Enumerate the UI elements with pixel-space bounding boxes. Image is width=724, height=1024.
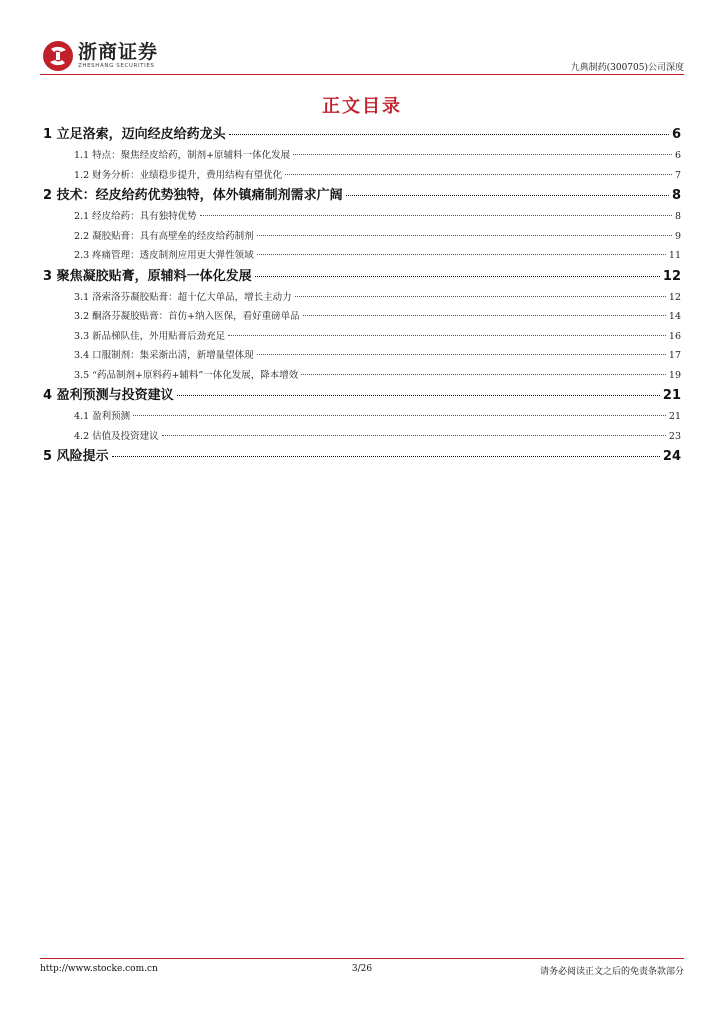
toc-entry-label: 2.3 疼痛管理：透皮制剂应用更大弹性领域 bbox=[74, 250, 254, 261]
footer-website-link[interactable]: http://www.stocke.com.cn bbox=[40, 964, 158, 974]
toc-chapter-entry[interactable] bbox=[43, 124, 681, 146]
logo-english-name: ZHESHANG SECURITIES bbox=[78, 63, 155, 69]
toc-dot-leader bbox=[200, 215, 672, 216]
table-of-contents bbox=[43, 124, 681, 468]
toc-dot-leader bbox=[285, 174, 672, 175]
toc-section-entry[interactable] bbox=[43, 346, 681, 366]
toc-entry-page: 16 bbox=[668, 330, 681, 342]
toc-entry-page: 19 bbox=[668, 369, 681, 381]
toc-entry-label: 4.1 盈利预测 bbox=[74, 411, 131, 422]
toc-entry-page: 7 bbox=[674, 169, 681, 181]
toc-dot-leader bbox=[301, 374, 666, 375]
toc-entry-page: 21 bbox=[668, 411, 681, 422]
toc-chapter-entry[interactable] bbox=[43, 446, 681, 468]
toc-section-entry[interactable] bbox=[43, 327, 681, 347]
toc-entry-label: 2.2 凝胶贴膏：具有高壁垒的经皮给药制剂 bbox=[74, 230, 254, 242]
toc-entry-label: 5 风险提示 bbox=[43, 449, 109, 464]
toc-entry-label: 1.2 财务分析：业绩稳步提升，费用结构有望优化 bbox=[74, 169, 283, 181]
toc-section-entry[interactable] bbox=[43, 246, 681, 266]
toc-entry-page: 21 bbox=[662, 388, 681, 403]
toc-entry-label: 4 盈利预测与投资建议 bbox=[43, 388, 174, 403]
toc-dot-leader bbox=[295, 296, 666, 297]
toc-section-entry[interactable] bbox=[43, 307, 681, 327]
footer-divider bbox=[40, 958, 684, 959]
toc-section-entry[interactable] bbox=[43, 227, 681, 247]
document-title: 九典制药(300705)公司深度 bbox=[570, 63, 684, 73]
toc-section-entry[interactable] bbox=[43, 407, 681, 427]
toc-entry-page: 8 bbox=[671, 188, 681, 203]
toc-section-entry[interactable] bbox=[43, 427, 681, 447]
toc-entry-page: 12 bbox=[668, 291, 681, 303]
header-divider bbox=[40, 74, 684, 75]
toc-entry-page: 17 bbox=[668, 350, 681, 361]
toc-section-entry[interactable] bbox=[43, 288, 681, 308]
toc-chapter-entry[interactable] bbox=[43, 385, 681, 407]
toc-chapter-entry[interactable] bbox=[43, 185, 681, 207]
toc-entry-label: 3.1 洛索洛芬凝胶贴膏：超十亿大单品，增长主动力 bbox=[74, 291, 292, 303]
toc-entry-label: 1 立足洛索，迈向经皮给药龙头 bbox=[43, 127, 226, 142]
toc-entry-label: 3.2 酮洛芬凝胶贴膏：首仿+纳入医保，看好重磅单品 bbox=[74, 311, 300, 322]
logo-mark-icon bbox=[42, 40, 74, 72]
toc-dot-leader bbox=[303, 315, 666, 316]
toc-dot-leader bbox=[133, 415, 666, 416]
toc-dot-leader bbox=[293, 154, 672, 155]
toc-entry-page: 6 bbox=[674, 150, 681, 161]
toc-dot-leader bbox=[229, 134, 669, 135]
toc-dot-leader bbox=[228, 335, 666, 336]
page-header bbox=[40, 38, 684, 78]
toc-dot-leader bbox=[257, 254, 666, 255]
toc-dot-leader bbox=[177, 395, 660, 396]
footer-page-number: 3/26 bbox=[351, 964, 373, 974]
toc-entry-label: 1.1 特点：聚焦经皮给药，制剂+原辅料一体化发展 bbox=[74, 150, 291, 161]
toc-dot-leader bbox=[346, 195, 669, 196]
toc-entry-page: 24 bbox=[662, 449, 681, 464]
toc-entry-label: 2.1 经皮给药：具有独特优势 bbox=[74, 211, 197, 222]
page-footer bbox=[40, 958, 684, 982]
toc-entry-label: 3.3 新品梯队佳，外用贴膏后劲充足 bbox=[74, 330, 226, 342]
company-logo bbox=[42, 40, 158, 72]
toc-dot-leader bbox=[257, 235, 672, 236]
toc-section-entry[interactable] bbox=[43, 166, 681, 186]
toc-entry-page: 11 bbox=[668, 250, 681, 261]
toc-entry-page: 12 bbox=[662, 268, 681, 284]
toc-entry-label: 3.5 “药品制剂+原料药+辅料”一体化发展，降本增效 bbox=[74, 369, 299, 381]
toc-entry-page: 9 bbox=[674, 230, 681, 242]
toc-section-entry[interactable] bbox=[43, 146, 681, 166]
toc-entry-page: 23 bbox=[668, 430, 681, 442]
footer-disclaimer: 请务必阅读正文之后的免责条款部分 bbox=[539, 967, 684, 977]
toc-dot-leader bbox=[257, 354, 666, 355]
toc-dot-leader bbox=[162, 435, 666, 436]
toc-entry-label: 2 技术：经皮给药优势独特，体外镇痛制剂需求广阔 bbox=[43, 188, 343, 203]
toc-dot-leader bbox=[255, 276, 660, 277]
toc-entry-page: 8 bbox=[674, 211, 681, 222]
toc-entry-page: 14 bbox=[668, 311, 681, 322]
toc-dot-leader bbox=[112, 456, 660, 457]
toc-chapter-entry[interactable] bbox=[43, 266, 681, 288]
toc-entry-label: 4.2 估值及投资建议 bbox=[74, 430, 159, 442]
logo-chinese-name: 浙商证券 bbox=[78, 41, 159, 63]
toc-heading: 正文目录 bbox=[322, 96, 402, 117]
toc-section-entry[interactable] bbox=[43, 207, 681, 227]
toc-entry-label: 3.4 口服制剂：集采渐出清，新增量望体现 bbox=[74, 350, 254, 361]
toc-entry-page: 6 bbox=[671, 127, 681, 142]
toc-entry-label: 3 聚焦凝胶贴膏，原辅料一体化发展 bbox=[43, 268, 252, 284]
toc-section-entry[interactable] bbox=[43, 366, 681, 386]
